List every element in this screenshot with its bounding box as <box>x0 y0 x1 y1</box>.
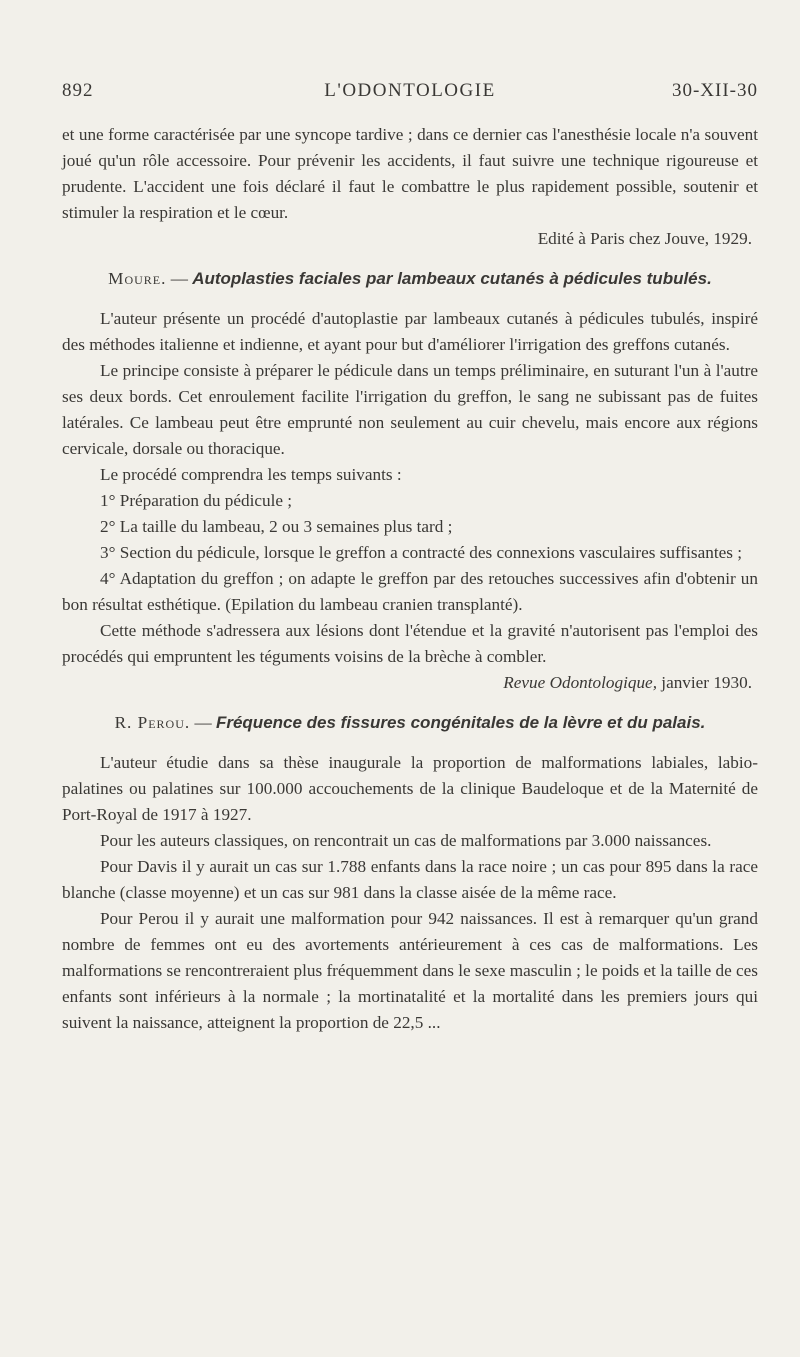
step-item: 3° Section du pédicule, lorsque le greffon a contracté des connexions vasculaires suffisantes ; <box>100 543 742 562</box>
article1-paragraph-3: Le procédé comprendra les temps suivants : <box>100 465 402 484</box>
intro-source: Edité à Paris chez Jouve, 1929. <box>537 229 752 248</box>
article2-paragraph-2: Pour les auteurs classiques, on rencontrait un cas de malformations par 3.000 naissances. <box>100 831 712 850</box>
page-body <box>62 122 758 1036</box>
heading-dash: — <box>166 269 193 288</box>
article2-paragraph-4: Pour Perou il y aurait une malformation pour 942 naissances. Il est à remarquer qu'un grand nombre de femmes ont eu des avortements antérieurement à ces cas de malformations. Les malformations se rencontreraient plus fréquemment dans le sexe masculin ; le poids et la taille de ces enfants sont inférieurs à la normale ; la mortinatalité et la mortalité dans les premiers jours qui suivent la naissance, atteignent la proportion de 22,5 ... <box>62 909 758 1032</box>
heading-dash: — <box>190 713 216 732</box>
article-heading-1 <box>62 266 758 292</box>
article1-paragraph-2: Le principe consiste à préparer le pédicule dans un temps préliminaire, en suturant l'un à l'autre ses deux bords. Cet enroulement facilite l'irrigation du greffon, le sang ne subissant pas de fuites latérales. Ce lambeau peut être emprunté non seulement au cuir chevelu, mais encore aux régions cervicale, dorsale ou thoracique. <box>62 361 758 458</box>
article-title: Fréquence des fissures congénitales de la lèvre et du palais. <box>215 713 706 732</box>
article2-paragraph-1: L'auteur étudie dans sa thèse inaugurale la proportion de malformations labiales, labio-palatines ou palatines sur 100.000 accouchements de la clinique Baudeloque et de la Maternité de Port-Royal de 1917 à 1927. <box>62 753 758 824</box>
intro-paragraph: et une forme caractérisée par une syncope tardive ; dans ce dernier cas l'anesthésie locale n'a souvent joué qu'un rôle accessoire. Pour prévenir les accidents, il faut suivre une technique rigoureuse et prudente. L'accident une fois déclaré il faut le combattre le plus rapidement possible, soutenir et stimuler la respiration et le cœur. <box>62 125 758 222</box>
step-item: 1° Préparation du pédicule ; <box>100 491 293 510</box>
article1-paragraph-1: L'auteur présente un procédé d'autoplastie par lambeaux cutanés à pédicules tubulés, inspiré des méthodes italienne et indienne, et ayant pour but d'améliorer l'irrigation des greffons cutanés. <box>62 309 758 354</box>
article1-source <box>62 670 758 696</box>
article-author: R. Perou. <box>114 713 191 732</box>
source-date: janvier 1930. <box>657 673 752 692</box>
article1-paragraph-4: Cette méthode s'adressera aux lésions dont l'étendue et la gravité n'autorisent pas l'emploi des procédés qui empruntent les téguments voisins de la brèche à combler. <box>62 621 758 666</box>
article-heading-2 <box>62 710 758 736</box>
article-title: Autoplasties faciales par lambeaux cutanés à pédicules tubulés. <box>192 269 712 288</box>
step-item: 2° La taille du lambeau, 2 ou 3 semaines plus tard ; <box>100 517 453 536</box>
article2-paragraph-3: Pour Davis il y aurait un cas sur 1.788 enfants dans la race noire ; un cas pour 895 dans la race blanche (classe moyenne) et un cas sur 981 dans la classe aisée de la même race. <box>62 857 758 902</box>
source-journal: Revue Odontologique, <box>503 673 657 692</box>
journal-title: L'ODONTOLOGIE <box>324 80 496 101</box>
article-author: Moure. <box>108 269 167 288</box>
step-item: 4° Adaptation du greffon ; on adapte le greffon par des retouches successives afin d'obtenir un bon résultat esthétique. (Epilation du lambeau cranien transplanté). <box>62 569 758 614</box>
issue-date: 30-XII-30 <box>671 80 758 101</box>
page-number: 892 <box>62 80 94 101</box>
